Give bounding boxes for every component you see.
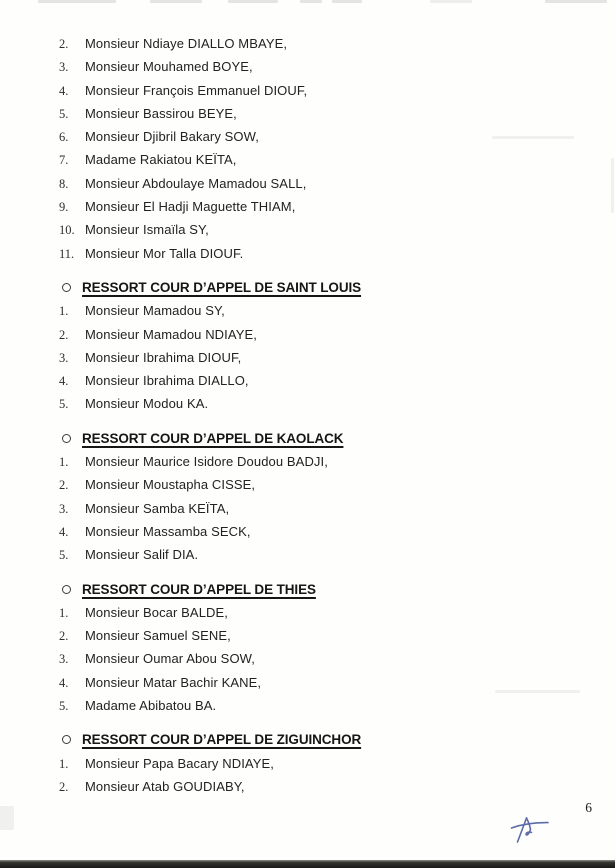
- list-item: [0, 172, 615, 195]
- list-item-name: Monsieur Mamadou NDIAYE,: [85, 326, 257, 342]
- section-heading-thies: [0, 578, 615, 601]
- name-list-saint-louis: [0, 299, 615, 415]
- list-item: [0, 450, 615, 473]
- list-item-name: Monsieur Salif DIA.: [85, 547, 199, 563]
- scan-artifact: [430, 0, 472, 3]
- list-item-number: 5.: [59, 699, 69, 714]
- list-item: [0, 148, 615, 171]
- list-item-number: 3.: [59, 350, 69, 365]
- name-list-continued: [0, 32, 615, 265]
- list-item-number: 10.: [59, 223, 75, 238]
- list-item-name: Monsieur Papa Bacary NDIAYE,: [85, 755, 274, 771]
- list-item-number: 3.: [59, 652, 69, 667]
- list-item: [0, 369, 615, 392]
- list-item-number: 5.: [59, 397, 69, 412]
- list-item: [0, 752, 615, 775]
- list-item-name: Monsieur Ibrahima DIALLO,: [85, 373, 249, 389]
- list-item-name: Monsieur Bocar BALDE,: [85, 604, 228, 620]
- section-title: RESSORT COUR D’APPEL DE SAINT LOUIS: [82, 279, 362, 295]
- list-item-number: 5.: [59, 548, 69, 563]
- list-item-number: 11.: [59, 246, 75, 261]
- list-item-number: 2.: [59, 478, 69, 493]
- scan-artifact: [300, 0, 322, 3]
- list-item-name: Monsieur El Hadji Maguette THIAM,: [85, 199, 296, 215]
- name-list-thies: [0, 601, 615, 717]
- list-item-number: 2.: [59, 37, 69, 51]
- list-item: [0, 497, 615, 520]
- list-item-number: 1.: [59, 605, 69, 620]
- list-item: [0, 55, 615, 78]
- list-item-name: Monsieur Ismaïla SY,: [85, 222, 209, 238]
- list-item-name: Monsieur Modou KA.: [85, 396, 209, 412]
- list-item-name: Monsieur Samuel SENE,: [85, 628, 231, 644]
- list-item-number: 3.: [59, 60, 69, 75]
- section-title: RESSORT COUR D’APPEL DE THIES: [82, 581, 316, 597]
- list-item: [0, 299, 615, 322]
- list-item-name: Monsieur Massamba SECK,: [85, 523, 251, 539]
- scan-edge-bottom: [0, 860, 615, 868]
- list-item: [0, 694, 615, 717]
- list-item-number: 2.: [59, 629, 69, 644]
- list-item-number: 5.: [59, 106, 69, 121]
- list-item-name: Monsieur Samba KEÏTA,: [85, 500, 230, 516]
- section-title: RESSORT COUR D’APPEL DE ZIGUINCHOR: [82, 732, 362, 748]
- list-item-name: Monsieur Mamadou SY,: [85, 303, 225, 319]
- list-item-number: 2.: [59, 779, 69, 794]
- list-item-name: Monsieur Mouhamed BOYE,: [85, 59, 253, 75]
- list-item: [0, 32, 615, 55]
- list-item-number: 4.: [59, 675, 69, 690]
- list-item-name: Monsieur Djibril Bakary SOW,: [85, 129, 260, 145]
- list-item-number: 7.: [59, 153, 69, 168]
- list-item-number: 6.: [59, 130, 69, 145]
- list-item: [0, 647, 615, 670]
- scan-artifact: [150, 0, 202, 3]
- list-item-number: 3.: [59, 501, 69, 516]
- list-item-name: Monsieur Atab GOUDIABY,: [85, 778, 245, 794]
- scan-artifact: [545, 0, 607, 3]
- scan-artifact: [38, 0, 116, 3]
- list-item: [0, 601, 615, 624]
- list-item: [0, 671, 615, 694]
- list-item-name: Monsieur Moustapha CISSE,: [85, 477, 256, 493]
- list-item-name: Monsieur Matar Bachir KANE,: [85, 674, 262, 690]
- list-item-name: Monsieur Bassirou BEYE,: [85, 105, 237, 121]
- list-item: [0, 218, 615, 241]
- list-item-name: Monsieur Abdoulaye Mamadou SALL,: [85, 175, 307, 191]
- list-item-name: Madame Rakiatou KEÏTA,: [85, 152, 237, 168]
- name-list-ziguinchor: [0, 752, 615, 799]
- list-item: [0, 102, 615, 125]
- list-item-number: 4.: [59, 374, 69, 389]
- list-item: [0, 543, 615, 566]
- list-item: [0, 392, 615, 415]
- list-item-number: 1.: [59, 756, 69, 771]
- list-item: [0, 473, 615, 496]
- list-item-number: 1.: [59, 455, 69, 470]
- section-title: RESSORT COUR D’APPEL DE KAOLACK: [82, 430, 344, 446]
- list-item-name: Monsieur Maurice Isidore Doudou BADJI,: [85, 454, 328, 470]
- list-item-name: Monsieur François Emmanuel DIOUF,: [85, 82, 308, 98]
- list-item: [0, 125, 615, 148]
- list-item: [0, 242, 615, 265]
- list-item: [0, 520, 615, 543]
- section-heading-ziguinchor: [0, 728, 615, 751]
- scan-artifact: [332, 0, 362, 3]
- list-item-name: Monsieur Ndiaye DIALLO MBAYE,: [85, 36, 288, 51]
- section-heading-saint-louis: [0, 276, 615, 299]
- list-item: [0, 195, 615, 218]
- scan-artifact: [228, 0, 278, 3]
- list-item: [0, 323, 615, 346]
- list-item-number: 4.: [59, 83, 69, 98]
- scan-artifact: [0, 806, 14, 830]
- list-item: [0, 775, 615, 798]
- list-item: [0, 624, 615, 647]
- list-item-number: 1.: [59, 304, 69, 319]
- list-item-name: Madame Abibatou BA.: [85, 698, 217, 714]
- page-number: 6: [585, 800, 592, 815]
- list-item-number: 9.: [59, 200, 69, 215]
- page-content: [0, 32, 615, 798]
- circle-bullet-icon: [62, 283, 71, 292]
- list-item-number: 8.: [59, 176, 69, 191]
- handwritten-paraph-signature: [510, 813, 552, 845]
- section-heading-kaolack: [0, 427, 615, 450]
- name-list-kaolack: [0, 450, 615, 566]
- circle-bullet-icon: [62, 585, 71, 594]
- list-item: [0, 346, 615, 369]
- list-item-number: 4.: [59, 524, 69, 539]
- list-item-name: Monsieur Oumar Abou SOW,: [85, 651, 256, 667]
- list-item: [0, 79, 615, 102]
- list-item-name: Monsieur Ibrahima DIOUF,: [85, 349, 242, 365]
- circle-bullet-icon: [62, 735, 71, 744]
- list-item-number: 2.: [59, 327, 69, 342]
- circle-bullet-icon: [62, 434, 71, 443]
- list-item-name: Monsieur Mor Talla DIOUF.: [85, 245, 244, 261]
